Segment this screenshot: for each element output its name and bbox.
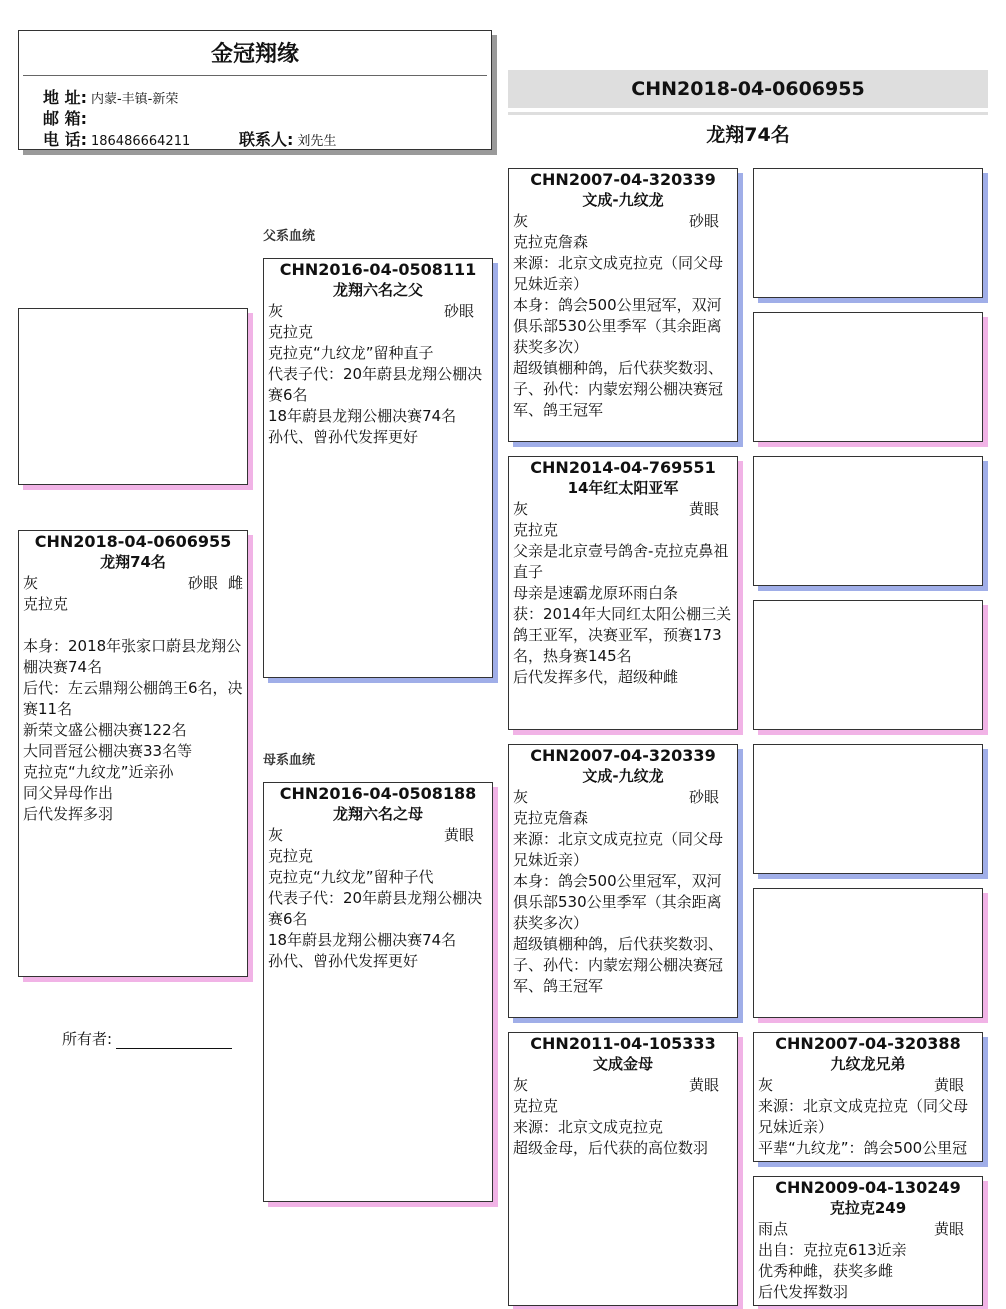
photo-placeholder [18, 308, 248, 485]
feather-color: 灰 [513, 212, 529, 230]
feather-color: 雨点 [758, 1220, 789, 1238]
eye-type: 黄眼 [688, 1076, 719, 1094]
bird-name: 14年红太阳亚军 [567, 479, 679, 497]
bird-attributes [268, 300, 488, 322]
feather-color: 灰 [758, 1076, 774, 1094]
address-value: 内蒙-丰镇-新荣 [90, 92, 179, 107]
bird-sex: 雌 [227, 574, 243, 592]
bird-attributes [23, 572, 243, 594]
ring-number: CHN2009-04-130249 [775, 1178, 961, 1197]
sire-card [263, 258, 493, 678]
description-line: 母亲是速霸龙原环雨白条 [513, 584, 679, 602]
dam-sire-card [508, 744, 738, 1018]
eye-type: 黄眼 [443, 826, 474, 844]
description-line: 克拉克 [513, 1097, 559, 1115]
description-line: 优秀种雌，获奖多雌 [758, 1262, 894, 1280]
great-grandparent-card-empty [753, 168, 983, 298]
description-line [23, 615, 243, 636]
description-line: 子、孙代：内蒙宏翔公棚决赛冠军、鸽王冠军 [513, 380, 724, 419]
feather-color: 灰 [268, 826, 284, 844]
description-line: 克拉克 [268, 323, 314, 341]
bird-name: 文成金母 [592, 1055, 653, 1073]
description-line: 本身：鸽会500公里冠军，双河俱乐部530公里季军（其余距离获奖多次） [513, 296, 722, 356]
dam-card [263, 782, 493, 1202]
owner-label: 所有者: [62, 1030, 113, 1048]
bird-name: 克拉克249 [829, 1199, 907, 1217]
eye-type: 砂眼 [443, 302, 474, 320]
description-line: 同父异母作出 [23, 784, 114, 802]
subject-banner-ring: CHN2018-04-0606955 [631, 78, 865, 100]
description-line: 获：2014年大同红太阳公棚三关鸽王亚军，决赛亚军，预赛173名，热身赛145名 [513, 605, 732, 665]
description-line: 克拉克 [513, 521, 559, 539]
header-divider [23, 75, 487, 76]
contact-value: 刘先生 [297, 134, 337, 149]
description-line: 克拉克“九纹龙”近亲孙 [23, 763, 174, 781]
address-label: 地 址: [43, 88, 87, 107]
ring-number: CHN2014-04-769551 [530, 458, 716, 477]
sire-dam-card [508, 456, 738, 730]
description-line: 代表子代：20年蔚县龙翔公棚决赛6名 [268, 889, 483, 928]
feather-color: 灰 [513, 1076, 529, 1094]
description-line: 平辈“九纹龙”：鸽会500公里冠 [758, 1139, 968, 1157]
sire-line-label: 父系血统 [263, 229, 316, 244]
eye-type: 砂眼 [187, 574, 218, 592]
description-line: 来源：北京文成克拉克（同父母兄妹近亲） [758, 1097, 969, 1136]
great-grandparent-card-empty [753, 312, 983, 442]
description-line: 父亲是北京壹号鸽舍-克拉克鼻祖直子 [513, 542, 729, 581]
eye-type: 黄眼 [933, 1220, 964, 1238]
bird-attributes [513, 1074, 733, 1096]
feather-color: 灰 [513, 500, 529, 518]
owner-field [62, 1028, 232, 1049]
description-line: 来源：北京文成克拉克（同父母兄妹近亲） [513, 830, 724, 869]
description-line: 后代发挥多代，超级种雌 [513, 668, 679, 686]
owner-blank-line[interactable] [116, 1032, 232, 1049]
description-line: 后代发挥多羽 [23, 805, 114, 823]
great-grandparent-card-empty [753, 744, 983, 874]
email-row [43, 106, 91, 129]
ring-number: CHN2011-04-105333 [530, 1034, 716, 1053]
description-line: 代表子代：20年蔚县龙翔公棚决赛6名 [268, 365, 483, 404]
description-line: 孙代、曾孙代发挥更好 [268, 428, 419, 446]
dam-line-label: 母系血统 [263, 753, 316, 768]
description-line: 克拉克詹森 [513, 809, 589, 827]
subject-card [18, 530, 248, 977]
address-row [43, 85, 178, 108]
bird-name: 龙翔六名之父 [332, 281, 423, 299]
feather-color: 灰 [23, 574, 39, 592]
description-line: 克拉克“九纹龙”留种直子 [268, 344, 434, 362]
ring-number: CHN2007-04-320388 [775, 1034, 961, 1053]
bird-attributes [513, 786, 733, 808]
bird-name: 龙翔74名 [100, 553, 166, 571]
eye-type: 砂眼 [688, 212, 719, 230]
description-line: 18年蔚县龙翔公棚决赛74名 [268, 931, 457, 949]
ring-number: CHN2018-04-0606955 [34, 532, 232, 551]
description-line: 出自：克拉克613近亲 [758, 1241, 907, 1259]
great-grandparent-card-empty [753, 888, 983, 1018]
phone-label: 电 话: [43, 130, 87, 149]
dam-dam-dam-card [753, 1176, 983, 1306]
subject-banner-name: 龙翔74名 [706, 124, 790, 146]
bird-name: 九纹龙兄弟 [830, 1055, 906, 1073]
bird-attributes [513, 210, 733, 232]
description-line: 大同晋冠公棚决赛33名等 [23, 742, 193, 760]
description-line: 18年蔚县龙翔公棚决赛74名 [268, 407, 457, 425]
description-line: 来源：北京文成克拉克 [513, 1118, 664, 1136]
email-label: 邮 箱: [43, 109, 87, 128]
bird-attributes [758, 1218, 978, 1240]
phone-row [43, 127, 190, 150]
bird-attributes [513, 498, 733, 520]
ring-number: CHN2007-04-320339 [530, 746, 716, 765]
phone-value: 186486664211 [90, 134, 191, 149]
sire-sire-card [508, 168, 738, 442]
description-line: 超级镇棚种鸽，后代获奖数羽、 [513, 935, 724, 953]
description-line: 超级镇棚种鸽，后代获奖数羽、 [513, 359, 724, 377]
description-line: 后代：左云鼎翔公棚鸽王6名，决赛11名 [23, 679, 243, 718]
contact-label: 联系人: [239, 130, 294, 149]
description-line: 子、孙代：内蒙宏翔公棚决赛冠军、鸽王冠军 [513, 956, 724, 995]
dam-dam-sire-card [753, 1032, 983, 1162]
great-grandparent-card-empty [753, 600, 983, 730]
contact-row [239, 127, 336, 150]
description-line: 本身：2018年张家口蔚县龙翔公棚决赛74名 [23, 637, 242, 676]
eye-type: 黄眼 [933, 1076, 964, 1094]
ring-number: CHN2007-04-320339 [530, 170, 716, 189]
description-line: 来源：北京文成克拉克（同父母兄妹近亲） [513, 254, 724, 293]
subject-ring-banner [508, 70, 988, 112]
breeder-header [18, 30, 492, 150]
description-line: 后代发挥数羽 [758, 1283, 849, 1301]
bird-attributes [268, 824, 488, 846]
eye-type: 黄眼 [688, 500, 719, 518]
eye-type: 砂眼 [688, 788, 719, 806]
description-line: 超级金母，后代获的高位数羽 [513, 1139, 709, 1157]
bird-name: 文成-九纹龙 [582, 191, 664, 209]
breeder-title: 金冠翔缘 [210, 42, 299, 67]
description-line: 克拉克詹森 [513, 233, 589, 251]
description-line: 克拉克 [268, 847, 314, 865]
description-line: 克拉克 [23, 595, 69, 613]
great-grandparent-card-empty [753, 456, 983, 586]
description-line: 本身：鸽会500公里冠军，双河俱乐部530公里季军（其余距离获奖多次） [513, 872, 722, 932]
ring-number: CHN2016-04-0508188 [279, 784, 477, 803]
feather-color: 灰 [268, 302, 284, 320]
ring-number: CHN2016-04-0508111 [279, 260, 477, 279]
bird-name: 龙翔六名之母 [332, 805, 423, 823]
feather-color: 灰 [513, 788, 529, 806]
description-line: 克拉克“九纹龙”留种子代 [268, 868, 434, 886]
description-line: 孙代、曾孙代发挥更好 [268, 952, 419, 970]
description-line: 新荣文盛公棚决赛122名 [23, 721, 187, 739]
bird-attributes [758, 1074, 978, 1096]
bird-name: 文成-九纹龙 [582, 767, 664, 785]
dam-dam-card [508, 1032, 738, 1306]
